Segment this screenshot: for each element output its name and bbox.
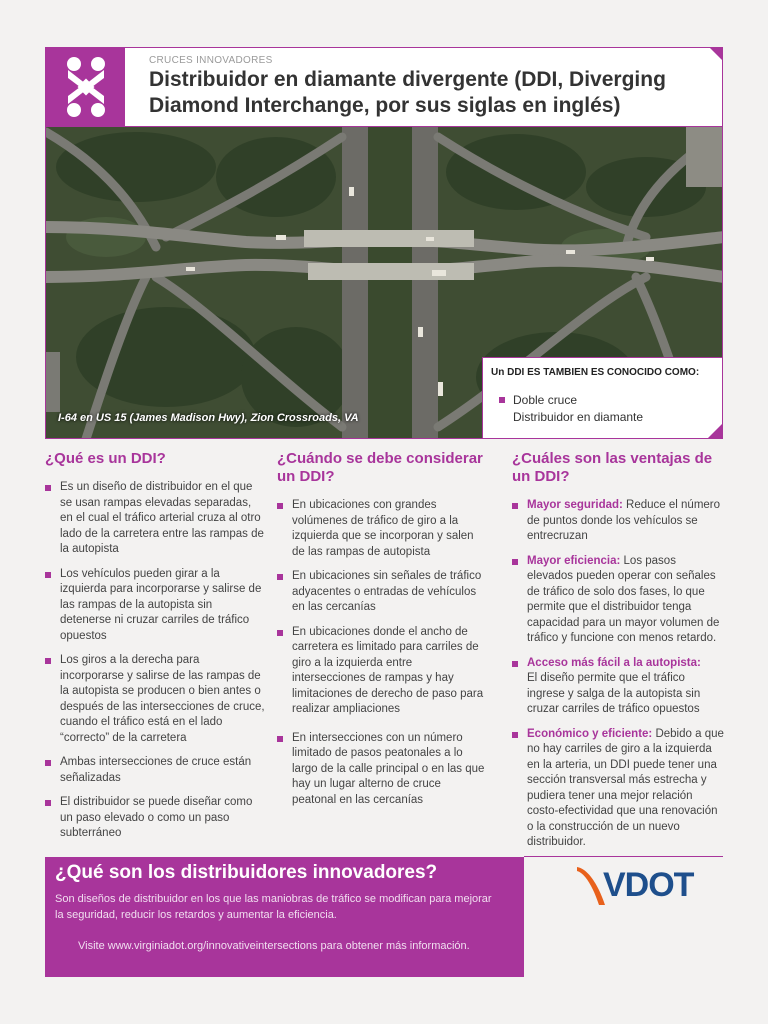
list-item-lead: Mayor seguridad: [527,499,623,511]
list-item [512,656,724,718]
bullet-icon [277,574,283,580]
list-item-text: En ubicaciones sin señales de tráfico adyacentes o entradas de vehículos en las cercanías [292,570,482,613]
list-item [512,554,724,647]
page-title: Distribuidor en diamante divergente (DDI, Diverging Diamond Interchange, por sus siglas en inglés) [149,68,666,117]
list-item [277,625,487,718]
list-item-text: Debido a que no hay carriles de giro a la izquierda en la arteria, un DDI puede tener una sección transversal más estrecha y pudiera tener una mejor relación costo-efectividad que una renovación o la construcción de un nuevo distribuidor. [527,727,724,848]
crossing-x-icon [60,56,112,118]
list-item-text: El distribuidor se puede diseñar como un paso elevado o como un paso subterráneo [60,796,253,839]
header [45,47,723,127]
list-item-text: En intersecciones con un número limitado de pasos peatonales a lo largo de la calle principal o en las que hay un lugar alterno de cruce peatonal en las cercanías [292,731,485,806]
footer-description: Son diseños de distribuidor en los que las maniobras de tráfico se modifican para mejorar la seguridad, reducir los retardos y aumentar la eficiencia. [55,893,492,921]
list-item [512,498,724,545]
vdot-logo [575,865,725,909]
aka-item-text: Distribuidor en diamante [513,410,644,424]
list-item-text: Reduce el número de puntos donde los vehículos se entrecruzan [527,499,721,542]
aka-item-text: Doble cruce [513,393,578,407]
column-when-to-consider [277,450,487,817]
bullet-icon [512,559,518,565]
bullet-icon [45,658,51,664]
aka-title: Un DDI ES TAMBIEN ES CONOCIDO COMO: [491,367,700,378]
list-item-lead: Acceso más fácil a la autopista: [527,656,701,669]
section-heading: ¿Cuándo se debe considerar un DDI? [277,450,483,485]
footer-banner [45,857,524,977]
bullet-list [512,498,724,851]
bullet-icon [277,736,283,742]
bullet-icon [45,572,51,578]
aka-item [499,409,643,426]
list-item [45,795,265,842]
bullet-icon [277,630,283,636]
list-item-lead: Mayor eficiencia: [527,554,621,567]
section-heading: ¿Qué es un DDI? [45,450,166,467]
list-item-text: En ubicaciones con grandes volúmenes de tráfico de giro a la izquierda que se incorporan y salen de las rampas de autopista [292,499,474,558]
divider [524,856,723,857]
bullet-icon [277,503,283,509]
bullet-icon [45,800,51,806]
list-item-text: Los vehículos pueden girar a la izquierda para incorporarse y salirse de las rampas de la autopista sin detenerse ni cruzar carriles de tráfico opuestos [60,567,262,642]
bullet-icon [512,503,518,509]
list-item-text: Los pasos elevados pueden operar con señales de tráfico de solo dos fases, lo que permite que el distribuidor tenga capacidad para un mayor volumen de tráfico y funcione con menos retardo. [527,554,720,644]
list-item-text: Los giros a la derecha para incorporarse y salirse de las rampas de la autopista se producen o bien antes o después de las intersecciones de cruce, cuando el tráfico está en el lado “correcto” de la carretera [60,654,265,744]
list-item [45,480,265,558]
list-item [277,569,487,616]
bullet-icon [45,760,51,766]
corner-decoration [708,424,722,438]
photo-caption: I-64 en US 15 (James Madison Hwy), Zion Crossroads, VA [58,412,359,424]
list-item [45,653,265,746]
list-item [45,567,265,645]
list-item [277,731,487,809]
aka-list [499,392,643,426]
logo-box [46,48,125,127]
corner-decoration [710,48,722,60]
bullet-icon [512,732,518,738]
bullet-icon [499,397,505,403]
list-item-text: Es un diseño de distribuidor en el que se usan rampas elevadas separadas, en el cual el tráfico arterial cruza al otro lado de la carretera entre las rampas de la autopista [60,481,264,555]
list-item [45,755,265,786]
bullet-icon [45,485,51,491]
bullet-list [45,480,265,842]
list-item-text: En ubicaciones donde el ancho de carretera es limitado para carriles de giro a la izquierda entre intersecciones de rampas y hay limitaciones de derecho de paso para realizar ampliaciones [292,625,484,715]
section-heading: ¿Cuáles son las ventajas de un DDI? [512,450,713,485]
bullet-icon [512,661,518,667]
vdot-logo-text: VDOT [603,866,694,904]
footer-heading: ¿Qué son los distribuidores innovadores? [55,862,438,883]
footer-visit-link-text: Visite www.virginiadot.org/innovativeintersections para obtener más información. [78,940,470,952]
kicker: CRUCES INNOVADORES [149,55,273,66]
column-what-is [45,450,265,851]
aka-item [499,392,643,409]
list-item [277,498,487,560]
list-item-text: El diseño permite que el tráfico ingrese y salga de la autopista sin cruzar carriles de tráfico opuestos [527,672,701,715]
list-item-lead: Económico y eficiente: [527,727,653,740]
column-advantages [512,450,724,860]
list-item-text: Ambas intersecciones de cruce están señalizadas [60,756,252,784]
bullet-list [277,498,487,808]
list-item [512,727,724,851]
also-known-as-box [482,357,723,439]
